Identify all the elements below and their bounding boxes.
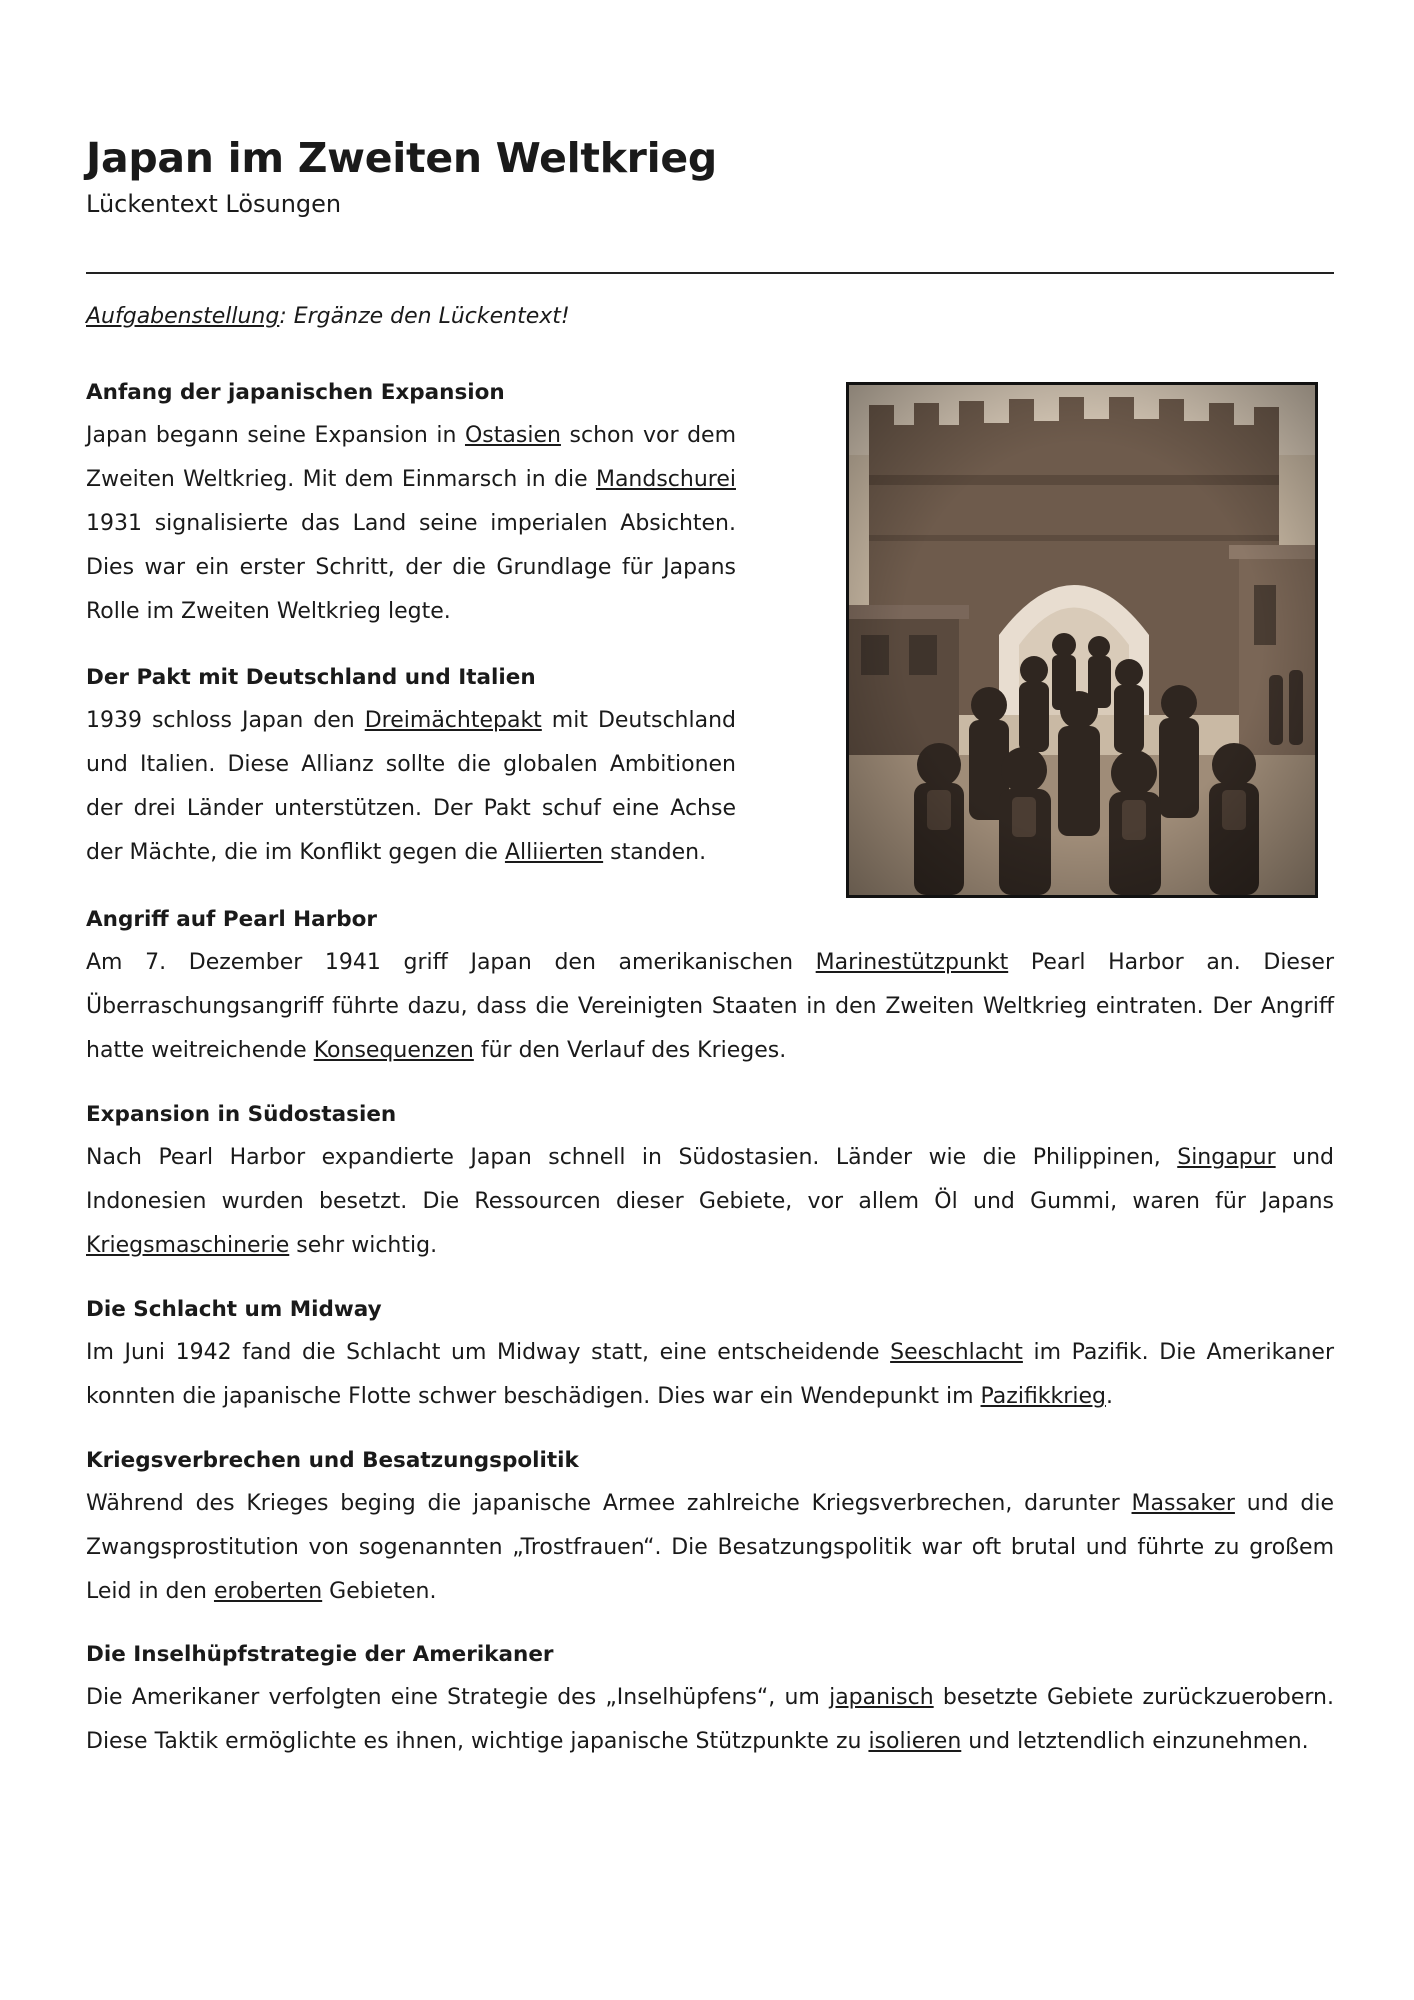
text-fragment: Gebieten. xyxy=(322,1579,437,1604)
text-fragment: Die Amerikaner verfolgten eine Strategie des „Inselhüpfens“, um xyxy=(86,1685,830,1710)
wartime-soldiers-photo-icon xyxy=(849,385,1315,895)
text-fragment: sehr wichtig. xyxy=(289,1233,438,1258)
text-fragment: und letztendlich einzunehmen. xyxy=(961,1729,1309,1754)
text-fragment: Während des Krieges beging die japanische Armee zahlreiche Kriegsverbrechen, darunter xyxy=(86,1491,1132,1516)
section-southeast-asia xyxy=(86,1100,1334,1268)
text-fragment: Im Juni 1942 fand die Schlacht um Midway statt, eine entscheidende xyxy=(86,1340,891,1365)
answer-word: Ostasien xyxy=(464,423,561,448)
section-text xyxy=(86,414,736,634)
section-text xyxy=(86,699,736,875)
section-heading: Die Inselhüpfstrategie der Amerikaner xyxy=(86,1642,554,1667)
header-divider xyxy=(86,272,1334,274)
answer-word: Pazifikkrieg xyxy=(980,1384,1106,1409)
section-text xyxy=(86,1676,1334,1764)
answer-word: eroberten xyxy=(213,1579,323,1604)
text-fragment: Pearl Harbor an. Dieser Überraschungsangriff führte dazu, dass die Vereinigten Staaten in den Zweiten Weltkrieg eintraten. Der Angriff hatte weitreichende xyxy=(86,950,1335,1063)
text-fragment: Japan begann seine Expansion in xyxy=(86,423,465,448)
answer-word: japanisch xyxy=(829,1685,934,1710)
section-war-crimes xyxy=(86,1446,1334,1614)
section-heading: Die Schlacht um Midway xyxy=(86,1297,382,1322)
answer-word: Konsequenzen xyxy=(313,1038,474,1063)
wartime-soldiers-photo xyxy=(846,382,1318,898)
section-heading: Kriegsverbrechen und Besatzungspolitik xyxy=(86,1448,579,1473)
answer-word: Singapur xyxy=(1177,1145,1276,1170)
section-heading: Der Pakt mit Deutschland und Italien xyxy=(86,665,536,690)
instruction-text: : Ergänze den Lückentext! xyxy=(279,304,570,329)
answer-word: isolieren xyxy=(868,1729,962,1754)
section-island-hopping xyxy=(86,1640,1334,1764)
text-fragment: und Indonesien wurden besetzt. Die Ressourcen dieser Gebiete, vor allem Öl und Gummi, waren für Japans xyxy=(86,1145,1334,1214)
text-fragment: und die Zwangsprostitution von sogenannten „Trostfrauen“. Die Besatzungspolitik war oft brutal und führte zu großem Leid in den xyxy=(86,1491,1335,1604)
text-fragment: im Pazifik. Die Amerikaner konnten die japanische Flotte schwer beschädigen. Dies war ein Wendepunkt im xyxy=(86,1340,1334,1409)
text-fragment: 1931 signalisierte das Land seine imperialen Absichten. Dies war ein erster Schritt, der die Grundlage für Japans Rolle im Zweiten Weltkrieg legte. xyxy=(86,511,736,624)
section-pact xyxy=(86,663,736,875)
section-text xyxy=(86,1331,1334,1419)
section-heading: Angriff auf Pearl Harbor xyxy=(86,907,378,932)
section-text xyxy=(86,941,1334,1073)
answer-word: Dreimächtepakt xyxy=(364,708,542,733)
text-fragment: schon vor dem Zweiten Weltkrieg. Mit dem Einmarsch in die xyxy=(86,423,737,492)
section-heading: Anfang der japanischen Expansion xyxy=(86,380,505,405)
section-text xyxy=(86,1136,1334,1268)
answer-word: Seeschlacht xyxy=(890,1340,1023,1365)
text-fragment: 1939 schloss Japan den xyxy=(86,708,365,733)
answer-word: Kriegsmaschinerie xyxy=(86,1233,290,1258)
section-heading: Expansion in Südostasien xyxy=(86,1102,397,1127)
section-expansion-start xyxy=(86,378,736,634)
document-page xyxy=(86,0,1334,2000)
text-fragment: Nach Pearl Harbor expandierte Japan schnell in Südostasien. Länder wie die Philippinen, xyxy=(86,1145,1178,1170)
instruction-label: Aufgabenstellung xyxy=(86,304,280,329)
section-text xyxy=(86,1482,1334,1614)
text-fragment: mit Deutschland und Italien. Diese Allianz sollte die globalen Ambitionen der drei Länder unterstützen. Der Pakt schuf eine Achse der Mächte, die im Konflikt gegen die xyxy=(86,708,736,865)
page-title: Japan im Zweiten Weltkrieg xyxy=(86,134,717,182)
answer-word: Massaker xyxy=(1131,1491,1235,1516)
answer-word: Alliierten xyxy=(504,840,604,865)
answer-word: Marinestützpunkt xyxy=(815,950,1009,975)
section-pearl-harbor xyxy=(86,905,1334,1073)
text-fragment: Am 7. Dezember 1941 griff Japan den amerikanischen xyxy=(86,950,816,975)
section-midway xyxy=(86,1295,1334,1419)
answer-word: Mandschurei xyxy=(595,467,736,492)
task-instruction xyxy=(86,304,570,330)
text-fragment: für den Verlauf des Krieges. xyxy=(473,1038,787,1063)
page-subtitle: Lückentext Lösungen xyxy=(86,190,342,218)
text-fragment: . xyxy=(1105,1384,1113,1409)
text-fragment: standen. xyxy=(603,840,707,865)
text-fragment: besetzte Gebiete zurückzuerobern. Diese Taktik ermöglichte es ihnen, wichtige japanische Stützpunkte zu xyxy=(86,1685,1334,1754)
